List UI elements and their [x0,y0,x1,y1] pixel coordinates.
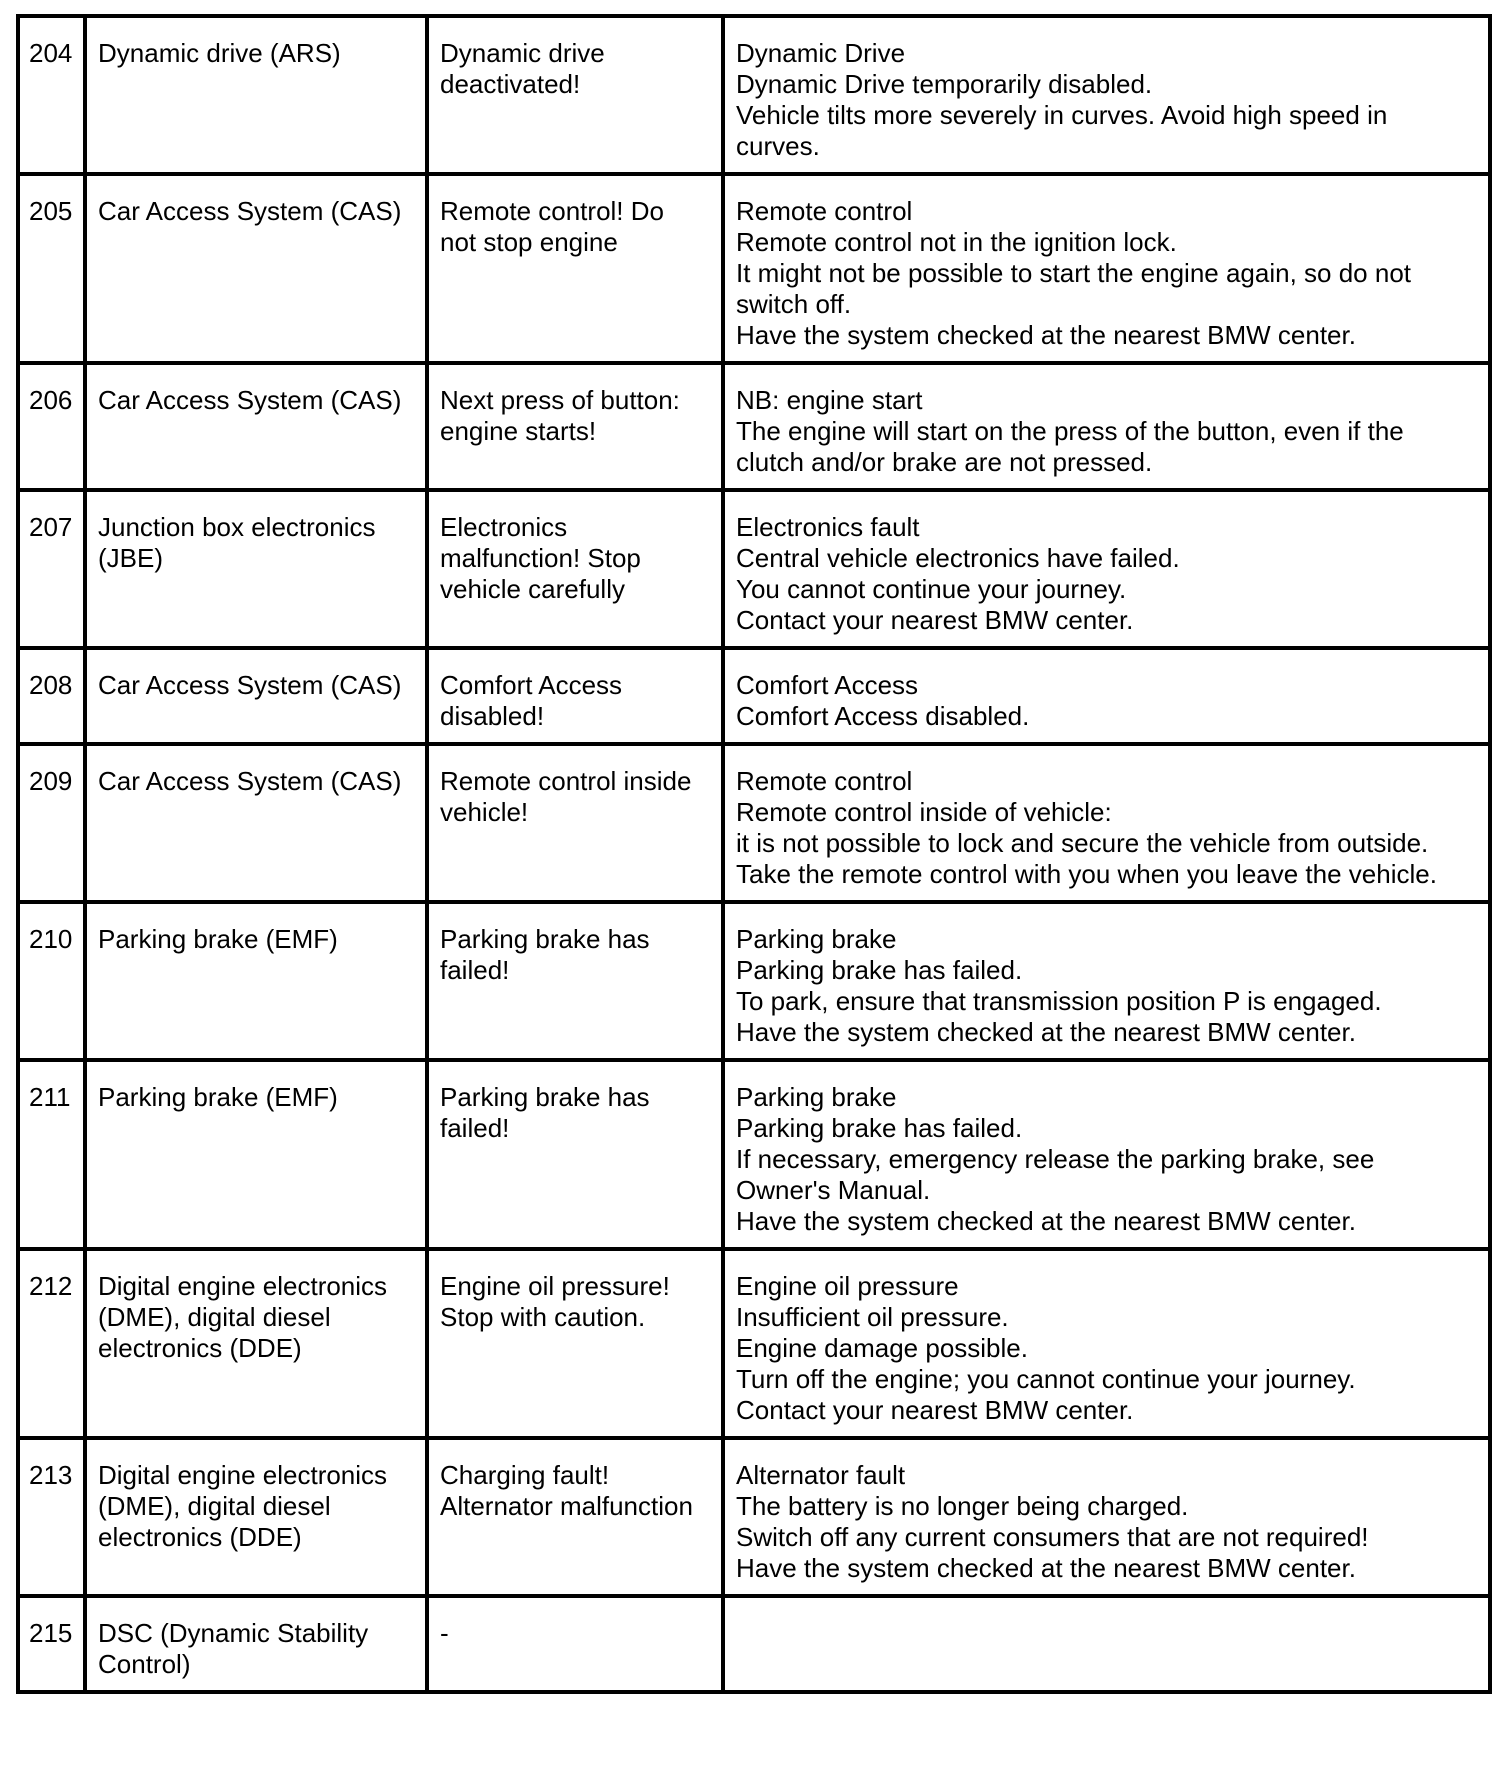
cell-description-line: Alternator fault [736,1460,906,1490]
cell-code [18,744,85,902]
cell-description-line: Central vehicle electronics have failed. [736,543,1180,573]
cell-code [18,174,85,363]
cell-system-line: Car Access System (CAS) [98,385,402,415]
cell-message [427,490,723,648]
cell-message-line: - [440,1618,449,1648]
cell-description [723,1596,1490,1692]
cell-system [85,16,427,174]
cell-description-line: Contact your nearest BMW center. [736,605,1134,635]
cell-code-text: 205 [29,196,73,226]
cell-description-line: It might not be possible to start the engine again, so do not [736,258,1411,288]
cell-description [723,490,1490,648]
cell-message [427,1596,723,1692]
check-control-table-wrapper [16,14,1488,1694]
cell-code-text: 204 [29,38,73,68]
cell-code-text: 210 [29,924,73,954]
table-row [18,744,1490,902]
cell-message-line: Stop with caution. [440,1302,646,1332]
cell-system-line: electronics (DDE) [98,1333,302,1363]
cell-system-line: Car Access System (CAS) [98,196,402,226]
cell-message-line: failed! [440,955,510,985]
cell-description-line: Comfort Access disabled. [736,701,1030,731]
cell-code [18,648,85,744]
cell-system [85,1438,427,1596]
cell-description-line: Have the system checked at the nearest BMW center. [736,1206,1356,1236]
cell-description-line: switch off. [736,289,852,319]
table-row [18,363,1490,490]
cell-system [85,1060,427,1249]
cell-description-line: Vehicle tilts more severely in curves. Avoid high speed in [736,100,1388,130]
cell-message-line: Parking brake has [440,924,650,954]
cell-description-line: Parking brake [736,1082,897,1112]
cell-description-line: curves. [736,131,820,161]
cell-description-line: Switch off any current consumers that are not required! [736,1522,1369,1552]
cell-message-line: Alternator malfunction [440,1491,693,1521]
cell-system-line: Dynamic drive (ARS) [98,38,341,68]
cell-description-line: Remote control not in the ignition lock. [736,227,1177,257]
cell-description-line: Turn off the engine; you cannot continue your journey. [736,1364,1356,1394]
cell-description [723,363,1490,490]
cell-description-line: Owner's Manual. [736,1175,931,1205]
table-row [18,174,1490,363]
cell-description-line: Engine damage possible. [736,1333,1028,1363]
cell-system [85,902,427,1060]
cell-message [427,1249,723,1438]
table-row [18,1596,1490,1692]
cell-system [85,490,427,648]
cell-description-line: Parking brake [736,924,897,954]
cell-message-line: Dynamic drive [440,38,605,68]
cell-system-line: Car Access System (CAS) [98,670,402,700]
cell-description-line: Engine oil pressure [736,1271,959,1301]
cell-system-line: (DME), digital diesel [98,1491,331,1521]
cell-code [18,1060,85,1249]
table-row [18,1438,1490,1596]
cell-message-line: malfunction! Stop [440,543,641,573]
table-row [18,1060,1490,1249]
cell-description-line: Contact your nearest BMW center. [736,1395,1134,1425]
cell-message-line: Engine oil pressure! [440,1271,670,1301]
cell-description-line: Take the remote control with you when you leave the vehicle. [736,859,1437,889]
cell-description [723,648,1490,744]
cell-description-line: If necessary, emergency release the parking brake, see [736,1144,1375,1174]
cell-system-line: Digital engine electronics [98,1460,388,1490]
cell-code [18,16,85,174]
cell-description [723,744,1490,902]
cell-message [427,1438,723,1596]
cell-description-line: Have the system checked at the nearest BMW center. [736,320,1356,350]
cell-system-line: Parking brake (EMF) [98,1082,338,1112]
cell-code-text: 212 [29,1271,73,1301]
cell-code [18,1596,85,1692]
cell-system [85,363,427,490]
cell-message-line: not stop engine [440,227,618,257]
cell-code-text: 211 [29,1082,71,1112]
cell-description-line: The engine will start on the press of the button, even if the [736,416,1404,446]
cell-message-line: Electronics [440,512,568,542]
cell-system [85,744,427,902]
cell-message-line: Parking brake has [440,1082,650,1112]
cell-message [427,1060,723,1249]
check-control-table [16,14,1492,1694]
cell-code [18,363,85,490]
cell-message-line: disabled! [440,701,545,731]
cell-description [723,902,1490,1060]
cell-description [723,1438,1490,1596]
cell-description [723,174,1490,363]
cell-message-line: Comfort Access [440,670,623,700]
table-row [18,902,1490,1060]
cell-system [85,648,427,744]
cell-system-line: Parking brake (EMF) [98,924,338,954]
cell-code-text: 208 [29,670,73,700]
cell-message-line: vehicle carefully [440,574,625,604]
table-row [18,490,1490,648]
cell-description-line: Parking brake has failed. [736,955,1023,985]
cell-description-line: The battery is no longer being charged. [736,1491,1189,1521]
cell-system-line: DSC (Dynamic Stability [98,1618,369,1648]
cell-message-line: deactivated! [440,69,581,99]
cell-system-line: (DME), digital diesel [98,1302,331,1332]
cell-description-line: Insufficient oil pressure. [736,1302,1009,1332]
cell-message-line: failed! [440,1113,510,1143]
cell-description [723,1060,1490,1249]
cell-message-line: Charging fault! [440,1460,610,1490]
cell-system [85,1249,427,1438]
cell-code [18,1438,85,1596]
table-row [18,648,1490,744]
cell-description-line: Electronics fault [736,512,920,542]
cell-system [85,1596,427,1692]
cell-description-line: To park, ensure that transmission position P is engaged. [736,986,1382,1016]
cell-message [427,648,723,744]
cell-code-text: 213 [29,1460,73,1490]
cell-message-line: engine starts! [440,416,597,446]
cell-description-line: NB: engine start [736,385,923,415]
cell-message-line: vehicle! [440,797,529,827]
cell-message-line: Next press of button: [440,385,680,415]
cell-system-line: Junction box electronics [98,512,376,542]
cell-description-line: Have the system checked at the nearest BMW center. [736,1017,1356,1047]
cell-system-line: Digital engine electronics [98,1271,388,1301]
cell-description-line: Remote control [736,766,913,796]
cell-message-line: Remote control! Do [440,196,664,226]
cell-description-line: it is not possible to lock and secure the vehicle from outside. [736,828,1429,858]
cell-message [427,174,723,363]
cell-description-line: clutch and/or brake are not pressed. [736,447,1153,477]
cell-code-text: 209 [29,766,73,796]
cell-message [427,902,723,1060]
cell-description-line: Dynamic Drive [736,38,906,68]
cell-description-line: Have the system checked at the nearest BMW center. [736,1553,1356,1583]
table-row [18,16,1490,174]
table-row [18,1249,1490,1438]
cell-code-text: 215 [29,1618,73,1648]
cell-system-line: Car Access System (CAS) [98,766,402,796]
cell-code [18,1249,85,1438]
cell-message [427,363,723,490]
cell-description-line: Remote control inside of vehicle: [736,797,1112,827]
cell-code [18,902,85,1060]
cell-code-text: 207 [29,512,73,542]
cell-description [723,1249,1490,1438]
cell-description-line: You cannot continue your journey. [736,574,1127,604]
cell-description [723,16,1490,174]
cell-description-line: Dynamic Drive temporarily disabled. [736,69,1153,99]
cell-description-line: Comfort Access [736,670,919,700]
cell-message-line: Remote control inside [440,766,692,796]
cell-system-line: (JBE) [98,543,163,573]
cell-message [427,744,723,902]
cell-system [85,174,427,363]
cell-system-line: electronics (DDE) [98,1522,302,1552]
cell-code-text: 206 [29,385,73,415]
cell-code [18,490,85,648]
cell-system-line: Control) [98,1649,191,1679]
cell-description-line: Parking brake has failed. [736,1113,1023,1143]
table-body [18,16,1490,1692]
cell-message [427,16,723,174]
cell-description-line: Remote control [736,196,913,226]
